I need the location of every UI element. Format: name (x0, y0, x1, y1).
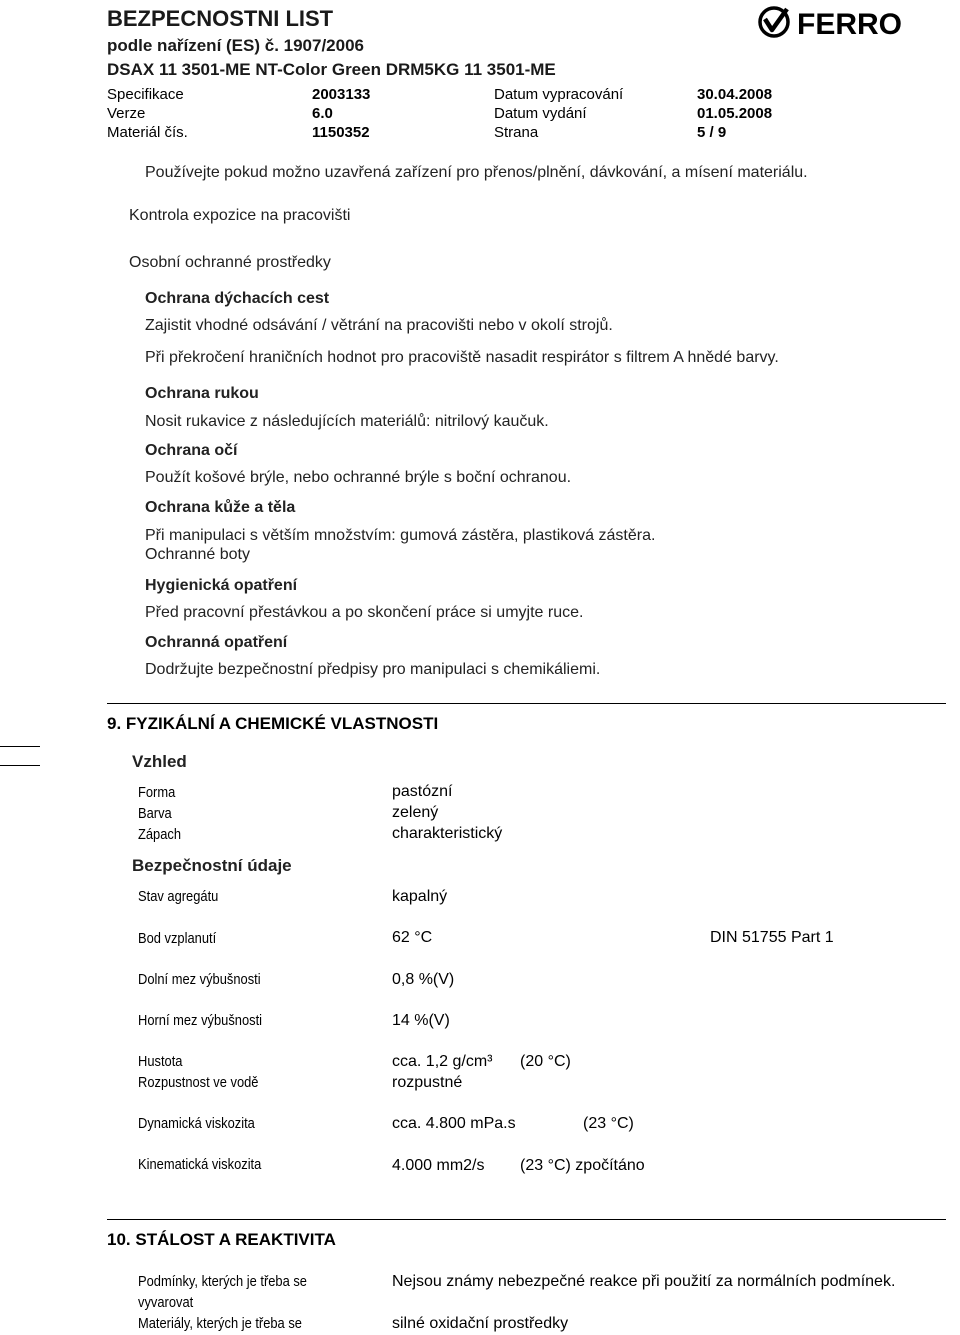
hands-heading: Ochrana rukou (145, 385, 259, 402)
meta-label-datum-vypracovani: Datum vypracování (494, 86, 624, 103)
dynamic-viscosity-value: cca. 4.800 mPa.s (392, 1115, 516, 1132)
lel-value: 0,8 %(V) (392, 971, 455, 988)
skin-text-1: Při manipulaci s větším množstvím: gumová zástěra, plastiková zástěra. (145, 527, 656, 544)
eyes-text: Použít košové brýle, nebo ochranné brýle s boční ochranou. (145, 469, 572, 486)
dynamic-viscosity-temp: (23 °C) (583, 1115, 634, 1132)
density-value: cca. 1,2 g/cm³ (392, 1053, 493, 1070)
flash-point-method: DIN 51755 Part 1 (710, 929, 834, 946)
respiratory-heading: Ochrana dýchacích cest (145, 290, 330, 307)
uel-value: 14 %(V) (392, 1012, 450, 1029)
skin-heading: Ochrana kůže a těla (145, 499, 296, 516)
section-10-rule (107, 1219, 946, 1220)
section-10-title: 10. STÁLOST A REAKTIVITA (107, 1230, 336, 1249)
color-value: zelený (392, 804, 439, 821)
odor-label: Zápach (138, 826, 182, 843)
solubility-value: rozpustné (392, 1074, 463, 1091)
product-name: DSAX 11 3501-ME NT-Color Green DRM5KG 11 3501-ME (107, 60, 556, 79)
eyes-heading: Ochrana očí (145, 442, 238, 459)
flash-point-label: Bod vzplanutí (138, 930, 217, 947)
regulation-text: podle nařízení (ES) č. 1907/2006 (107, 36, 365, 55)
meta-value-datum-vydani: 01.05.2008 (697, 105, 773, 122)
form-value: pastózní (392, 783, 453, 800)
ferro-logo (757, 6, 952, 38)
hygiene-text: Před pracovní přestávkou a po skončení práce si umyjte ruce. (145, 604, 584, 621)
meta-value-specifikace: 2003133 (312, 86, 371, 103)
meta-value-verze: 6.0 (312, 105, 333, 122)
state-label: Stav agregátu (138, 888, 219, 905)
hands-text: Nosit rukavice z následujících materiálů: nitrilový kaučuk. (145, 413, 549, 430)
section-9-rule (107, 703, 946, 704)
lel-label: Dolní mez výbušnosti (138, 971, 261, 988)
uel-label: Horní mez výbušnosti (138, 1012, 263, 1029)
dynamic-viscosity-label: Dynamická viskozita (138, 1115, 255, 1132)
conditions-value: Nejsou známy nebezpečné reakce při použití za normálních podmínek. (392, 1273, 896, 1290)
protective-heading: Ochranná opatření (145, 634, 288, 651)
safety-data-heading: Bezpečnostní údaje (132, 856, 292, 875)
color-label: Barva (138, 805, 172, 822)
meta-label-strana: Strana (494, 124, 539, 141)
respiratory-text-1: Zajistit vhodné odsávání / větrání na pracovišti nebo v okolí strojů. (145, 317, 613, 334)
density-temp: (20 °C) (520, 1053, 571, 1070)
conditions-label-line-2: vyvarovat (138, 1294, 194, 1311)
meta-label-specifikace: Specifikace (107, 86, 184, 103)
solubility-label: Rozpustnost ve vodě (138, 1074, 259, 1091)
form-label: Forma (138, 784, 176, 801)
kinematic-viscosity-value: 4.000 mm2/s (392, 1157, 485, 1174)
margin-change-bar-2 (0, 765, 40, 766)
meta-label-datum-vydani: Datum vydání (494, 105, 587, 122)
section-9-title: 9. FYZIKÁLNÍ A CHEMICKÉ VLASTNOSTI (107, 714, 439, 733)
odor-value: charakteristický (392, 825, 503, 842)
conditions-label-line-1: Podmínky, kterých je třeba se (138, 1273, 307, 1290)
meta-label-verze: Verze (107, 105, 146, 122)
meta-value-datum-vypracovani: 30.04.2008 (697, 86, 773, 103)
meta-value-material: 1150352 (312, 124, 370, 141)
meta-label-material: Materiál čís. (107, 124, 188, 141)
appearance-heading: Vzhled (132, 752, 187, 771)
flash-point-value: 62 °C (392, 929, 433, 946)
density-label: Hustota (138, 1053, 183, 1070)
intro-text: Používejte pokud možno uzavřená zařízení pro přenos/plnění, dávkování, a mísení materiálu. (145, 164, 808, 181)
document-title: BEZPECNOSTNI LIST (107, 6, 334, 31)
respiratory-text-2: Při překročení hraničních hodnot pro pracoviště nasadit respirátor s filtrem A hnědé barvy. (145, 349, 779, 366)
kinematic-viscosity-temp: (23 °C) zpočítáno (520, 1157, 645, 1174)
ppe-heading: Osobní ochranné prostředky (129, 254, 331, 271)
skin-text-2: Ochranné boty (145, 546, 250, 563)
meta-value-strana: 5 / 9 (697, 124, 727, 141)
exposure-control-heading: Kontrola expozice na pracovišti (129, 207, 351, 224)
materials-label: Materiály, kterých je třeba se (138, 1315, 302, 1332)
hygiene-heading: Hygienická opatření (145, 577, 298, 594)
materials-value: silné oxidační prostředky (392, 1315, 569, 1332)
protective-text: Dodržujte bezpečnostní předpisy pro manipulaci s chemikáliemi. (145, 661, 601, 678)
logo-text: FERRO (797, 8, 902, 38)
ferro-logo-icon (757, 6, 952, 38)
margin-change-bar-1 (0, 746, 40, 747)
state-value: kapalný (392, 888, 448, 905)
kinematic-viscosity-label: Kinematická viskozita (138, 1156, 262, 1173)
